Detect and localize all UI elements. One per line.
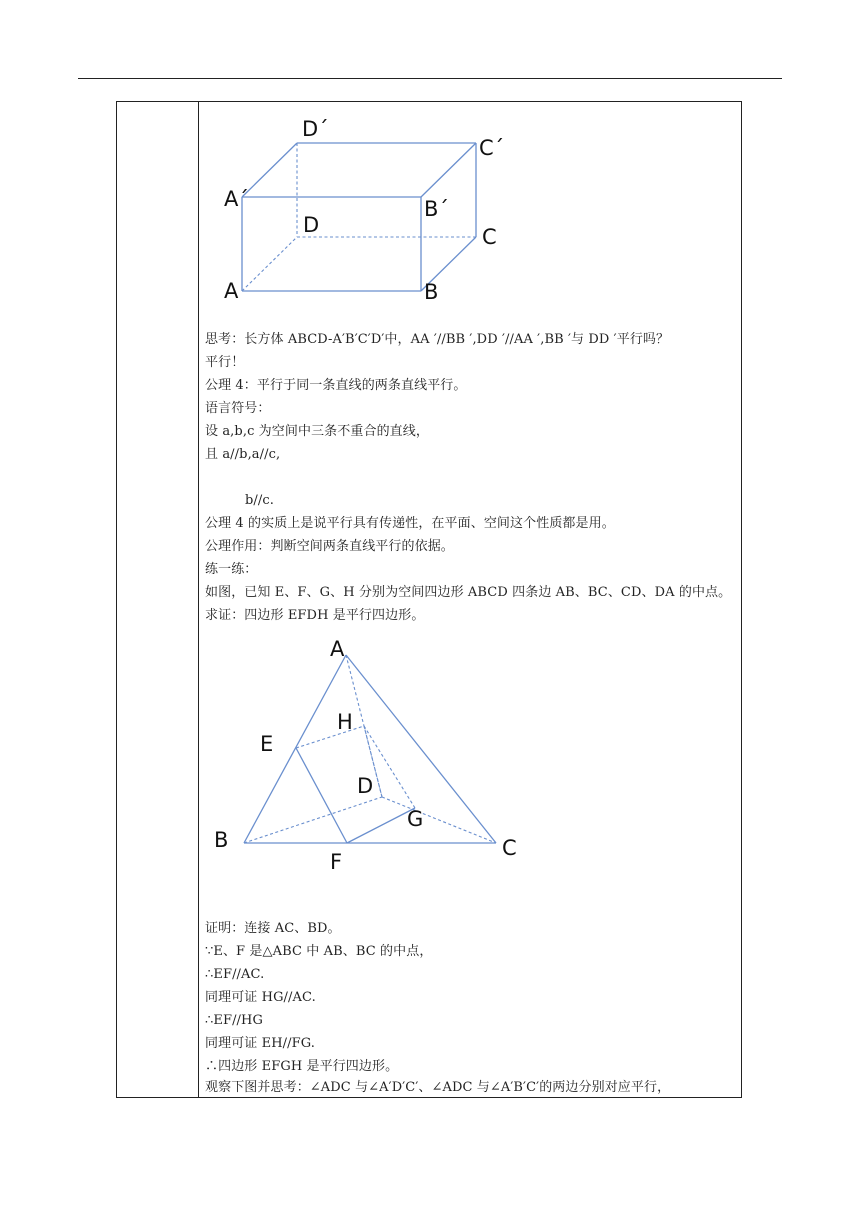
hidden-edge-d-c — [382, 797, 496, 843]
label-cprime: C´ — [479, 136, 505, 160]
conclusion: b//c. — [245, 493, 274, 508]
proof-start: 证明：连接 AC、BD。 — [205, 921, 341, 936]
label-c: C — [502, 836, 517, 860]
label-b: B — [214, 828, 229, 852]
proof-line-3: 同理可证 HG//AC. — [205, 990, 316, 1005]
practice: 练一练： — [205, 562, 258, 577]
label-b: B — [424, 280, 439, 304]
label-h: H — [337, 710, 353, 734]
label-d: D — [303, 213, 320, 237]
label-g: G — [407, 807, 424, 831]
label-dprime: D´ — [302, 117, 329, 141]
assume: 设 a,b,c 为空间中三条不重合的直线， — [205, 424, 429, 439]
given: 且 a//b,a//c, — [205, 447, 281, 462]
symbol-title: 语言符号： — [205, 401, 271, 416]
edge-e-f — [296, 748, 347, 843]
label-d: D — [357, 774, 374, 798]
label-e: E — [260, 732, 274, 756]
label-bprime: B´ — [424, 197, 449, 221]
answer: 平行！ — [205, 355, 245, 370]
proof-line-2: ∴EF//AC. — [205, 967, 265, 982]
proof-line-5: 同理可证 EH//FG. — [205, 1036, 315, 1051]
problem: 如图，已知 E、F、G、H 分别为空间四边形 ABCD 四条边 AB、BC、CD、DA 的中点。 — [205, 585, 732, 600]
label-a: A — [224, 279, 239, 303]
edge-f-g — [347, 808, 415, 843]
label-f: F — [330, 850, 343, 874]
label-c: C — [482, 225, 497, 249]
proof-line-1: ∵E、F 是△ABC 中 AB、BC 的中点， — [205, 944, 433, 959]
label-a: A — [330, 637, 345, 661]
label-aprime: A´ — [224, 187, 249, 211]
think-question: 思考：长方体 ABCD-A′B′C′D′中，AA ′//BB ′,DD ′//AA ′,BB ′与 DD ′平行吗？ — [205, 332, 670, 347]
axiom-4: 公理 4：平行于同一条直线的两条直线平行。 — [205, 378, 467, 393]
essence: 公理 4 的实质上是说平行具有传递性，在平面、空间这个性质都是用。 — [205, 516, 615, 531]
observe: 观察下图并思考：∠ADC 与∠A′D′C′、∠ADC 与∠A′B′C′的两边分别对应平行， — [205, 1080, 671, 1095]
prove: 求证：四边形 EFDH 是平行四边形。 — [205, 608, 425, 623]
proof-line-4: ∴EF//HG — [205, 1013, 263, 1028]
proof-line-6: ∴四边形 EFGH 是平行四边形。 — [205, 1059, 399, 1074]
usage: 公理作用：判断空间两条直线平行的依据。 — [205, 539, 454, 554]
